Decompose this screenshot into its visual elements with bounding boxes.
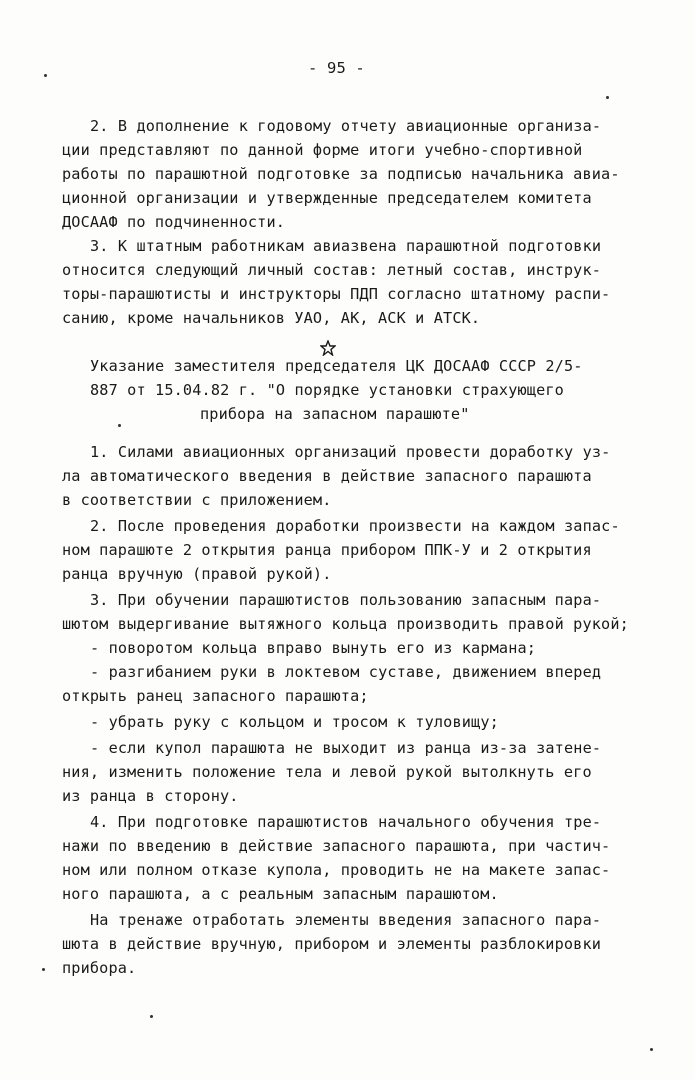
text-line: торы-парашютисты и инструкторы ПДП согласно штатному распи- — [62, 285, 611, 303]
text-line: ном парашюте 2 открытия ранца прибором ППК-У и 2 открытия — [62, 541, 592, 559]
scan-speck — [150, 1015, 153, 1018]
text-line: 1. Силами авиационных организаций провести доработку уз- — [90, 443, 611, 461]
scan-speck — [42, 968, 45, 971]
scan-speck — [650, 1048, 653, 1051]
text-line: 4. При подготовке парашютистов начального обучения тре- — [90, 813, 602, 831]
text-line: На тренаже отработать элементы введения запасного пара- — [90, 911, 602, 929]
text-line: ранца вручную (правой рукой). — [62, 565, 332, 583]
scan-speck — [44, 74, 47, 77]
text-line: работы по парашютной подготовке за подписью начальника авиа- — [62, 165, 620, 183]
text-line: ного парашюта, а с реальным запасным парашютом. — [62, 885, 499, 903]
text-line: ДОСААФ по подчиненности. — [62, 213, 286, 231]
scan-speck — [606, 96, 609, 99]
scan-speck — [118, 424, 121, 427]
text-line: ла автоматического введения в действие запасного парашюта — [62, 467, 592, 485]
list-item: - убрать руку с кольцом и тросом к туловищу; — [90, 713, 499, 731]
text-line: прибора. — [62, 959, 137, 977]
heading-line: прибора на запасном парашюте" — [200, 405, 470, 423]
text-line: 2. После проведения доработки произвести на каждом запас- — [90, 517, 620, 535]
text-line: ционной организации и утвержденные председателем комитета — [62, 189, 592, 207]
text-line: 3. При обучении парашютистов пользованию запасным пара- — [90, 591, 602, 609]
text-line: 3. К штатным работникам авиазвена парашютной подготовки — [90, 237, 602, 255]
text-line: санию, кроме начальников УАО, АК, АСК и АТСК. — [62, 309, 481, 327]
text-line: ции представляют по данной форме итоги учебно-спортивной — [62, 141, 583, 159]
heading-line: Указание заместителя председателя ЦК ДОСААФ СССР 2/5- — [90, 357, 583, 375]
page-number: - 95 - — [308, 59, 365, 77]
text-line: относится следующий личный состав: летный состав, инструк- — [62, 261, 602, 279]
text-line: шюта в действие вручную, прибором и элементы разблокировки — [62, 935, 602, 953]
star-icon — [320, 340, 336, 356]
list-item: - разгибанием руки в локтевом суставе, движением вперед — [90, 663, 602, 681]
list-item: - если купол парашюта не выходит из ранца из-за затене- — [90, 739, 602, 757]
text-line: ния, изменить положение тела и левой рукой вытолкнуть его — [62, 763, 592, 781]
text-line: в соответствии с приложением. — [62, 491, 332, 509]
text-line: из ранца в сторону. — [62, 787, 239, 805]
text-line: нажи по введению в действие запасного парашюта, при частич- — [62, 837, 611, 855]
heading-line: 887 от 15.04.82 г. "О порядке установки страхующего — [90, 381, 564, 399]
text-line: шютом выдергивание вытяжного кольца производить правой рукой; — [62, 615, 629, 633]
text-line: ном или полном отказе купола, проводить не на макете запас- — [62, 861, 611, 879]
list-item: - поворотом кольца вправо вынуть его из кармана; — [90, 639, 537, 657]
text-line: 2. В дополнение к годовому отчету авиационные организа- — [90, 117, 602, 135]
text-line: открыть ранец запасного парашюта; — [62, 687, 369, 705]
